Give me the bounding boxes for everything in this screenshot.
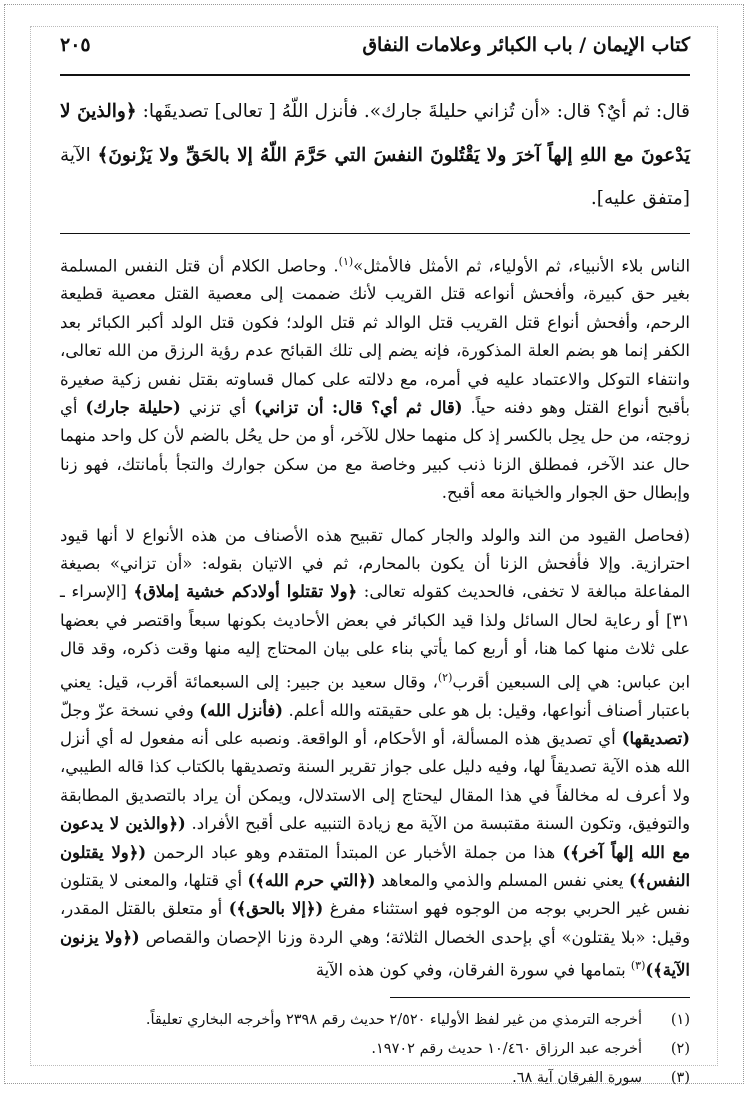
footnotes xyxy=(60,1006,690,1093)
hadith-text xyxy=(60,90,690,221)
commentary-text: بتمامها في سورة الفرقان، وفي كون هذه الآية xyxy=(315,960,631,980)
commentary-quote: (حليلة جارك) xyxy=(85,398,181,417)
commentary-quote: (﴿إلا بالحق﴾) xyxy=(228,899,324,919)
commentary-text: يعني نفس المسلم والذمي والمعاهد xyxy=(375,870,629,890)
commentary-text: هذا من جملة الأخبار عن المبتدأ المتقدم وهو عباد الرحمن xyxy=(146,842,563,862)
commentary-text: وفي نسخة عزّ وجلّ xyxy=(60,700,200,720)
commentary-text: أي قتلها، والمعنى لا يقتلون نفس غير الحربي بوجه من الوجوه فهو استثناء مفرغ xyxy=(60,870,690,919)
footnote-number: (٢) xyxy=(670,1041,690,1058)
hadith-part-1: قال: ثم أيٌ؟ قال: «أن تُزاني حليلةَ جارك». فأنزل اللّهُ [ تعالى] تصديقَها: xyxy=(136,101,691,122)
commentary-text: أي زوجته، من حل يحِل بالكسر إذ كل منهما حلال للآخر، أو من حل يحُل بالضم لأن كل واحد منهما حال عند الآخر، فمطلق الزنا ذنب كبير وخاصة مع من سكن جوارك والتجأ بأمانتك، فهو زنا وإبطال حق الجوار والخيانة معه أقبح. xyxy=(60,398,690,503)
footnote-text: أخرجه عبد الرزاق ١٠/٤٦٠ حديث رقم ١٩٧٠٢. xyxy=(371,1041,642,1058)
page-number: ٢٠٥ xyxy=(60,34,91,56)
commentary-text: (فحاصل القيود من الند والولد والجار كمال تقبيح هذه الأصناف من هذه الأنواع لا أنها قيود احترازية. وإلا فأفحش الزنا أن يكون بالمحارم، ثم في الاتيان بقوله: «أن تزاني» بصيغة المفاعلة مبالغة لا تخفى، فالحديث كقوله تعالى: xyxy=(60,525,690,602)
running-header xyxy=(60,34,690,76)
footnote-ref-3[interactable]: (٣) xyxy=(630,959,646,973)
commentary-quote: (﴿ولا يقتلون النفس﴾) xyxy=(60,842,691,890)
footnote-number: (٣) xyxy=(670,1070,690,1087)
footnote-text: سورة الفرقان آية ٦٨. xyxy=(512,1070,642,1087)
commentary-quote: (قال ثم أي؟ قال: أن تزاني) xyxy=(254,398,463,417)
commentary-text: أو متعلق بالقتل المقدر، وقيل: «بلا يقتلون» أي بإحدى الخصال الثلاثة؛ وهي الردة وزنا الإحصان والقصاص xyxy=(60,899,690,947)
commentary-quote: (﴿ولا يزنون الآية﴾) xyxy=(60,927,690,980)
commentary-quote: (﴿والذين لا يدعون مع الله إلهاً آخر﴾) xyxy=(60,814,690,862)
commentary-text: أي تصديق هذه المسألة، أو الأحكام، أو الواقعة. ونصبه على أنه مفعول له أي أنزل الله هذه الآية تصديقاً لها، وفيه دليل على جواز تقرير السنة وتصديقها بالكتاب كذا قاله الطيبي، ولا أعرف له مخالفاً في هذا المقال ليحتاج إلى الاستدلال، ويمكن أن يراد بالتصديق المطابقة والتوفيق، وتكون السنة مقتبسة من الآية مع زيادة التنبيه على أقبح الأفراد. xyxy=(60,728,691,834)
page-content xyxy=(60,34,690,1093)
footnote-ref-1[interactable]: (١) xyxy=(338,254,354,268)
header-title: كتاب الإيمان / باب الكبائر وعلامات النفاق xyxy=(362,34,690,56)
commentary-text: الناس بلاء الأنبياء، ثم الأولياء، ثم الأمثل فالأمثل» xyxy=(353,255,690,275)
text-separator xyxy=(60,233,690,234)
footnote-ref-2[interactable]: (٢) xyxy=(437,670,453,684)
footnote-1 xyxy=(60,1006,690,1035)
footnote-2 xyxy=(60,1035,690,1064)
quran-verse: ﴿والذينَ لا يَدْعونَ مع اللهِ إلهاً آخرَ ولا يَقْتُلونَ النفسَ التي حَرَّمَ اللّهُ إلا بالحَقِّ ولا يَزْنونَ﴾ xyxy=(60,101,691,166)
footnote-separator xyxy=(390,997,690,998)
commentary-paragraph-2 xyxy=(60,522,690,985)
footnote-number: (١) xyxy=(670,1012,690,1029)
commentary-quote: (فأنزل الله) xyxy=(199,700,283,720)
commentary-text: [الإسراء ـ ٣١] أو رعاية لحال السائل ولذا قيد الكبائر في بعض الأحاديث بكونها سبعاً واقتصر في بعضها على ثلاث منها كما هنا، أو أربع كما يأتي بناء على بيان المحتاج إليه منها وقت ذكره، وقد قال ابن عباس: هي إلى السبعين أقرب xyxy=(60,582,691,692)
commentary-text: . وحاصل الكلام أن قتل النفس المسلمة بغير حق كبيرة، وأفحش أنواعه قتل القريب لأنك ضممت إلى معصية القتل معصية قطيعة الرحم، وأفحش أنواع قتل القريب قتل الوالد ثم قتل الولد؛ فكون قتل الولد أكبر الكبائر بعد الكفر إنما هو بضم العلة المذكورة، فإنه يضم إلى تلك القبائح عدم رؤية الرزق من الله تعالى، وانتفاء التوكل والاعتماد عليه في أمره، مع دلالته على كمال قساوته بقتل نفس زكية صغيرة بأقبح أنواع القتل وهو دفنه حياً. xyxy=(60,255,690,417)
hadith-part-3: الآية [متفق عليه]. xyxy=(60,144,690,209)
footnote-3 xyxy=(60,1064,690,1093)
footnote-text: أخرجه الترمذي من غير لفظ الأولياء ٢/٥٢٠ حديث رقم ٢٣٩٨ وأخرجه البخاري تعليقاً. xyxy=(145,1012,642,1029)
commentary-paragraph-1 xyxy=(60,248,690,508)
commentary-text: ، وقال سعيد بن جبير: إلى السبعمائة أقرب، قيل: يعني باعتبار أصناف أنواعها، وقيل: بل هو على حقيقته والله أعلم. xyxy=(60,672,690,720)
commentary-text: أي تزني xyxy=(180,398,255,417)
commentary-quote: ﴿ولا تقتلوا أولادكم خشية إملاق﴾ xyxy=(133,582,358,602)
commentary-quote: (﴿التي حرم الله﴾) xyxy=(247,870,376,890)
commentary-quote: (تصديقها) xyxy=(621,728,690,748)
